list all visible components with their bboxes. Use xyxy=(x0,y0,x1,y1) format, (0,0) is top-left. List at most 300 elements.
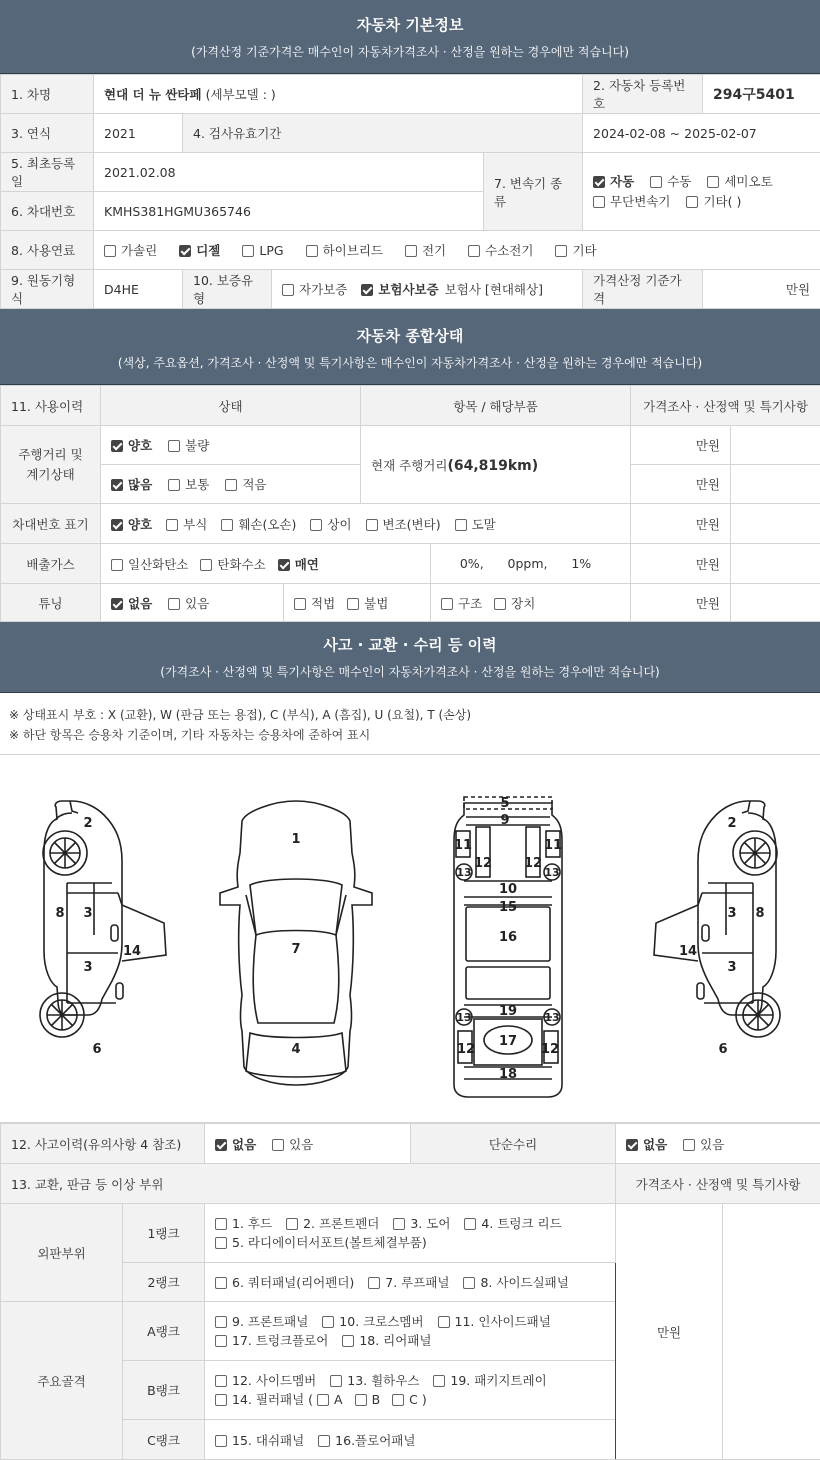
vinmark-different-label: 상이 xyxy=(327,517,351,532)
reg-label: 2. 자동차 등록번호 xyxy=(583,75,703,114)
checkbox-checked-icon xyxy=(626,1139,638,1151)
pillar-c-label: C xyxy=(409,1392,418,1407)
checkbox-icon xyxy=(463,1277,475,1289)
checkbox-icon xyxy=(215,1237,227,1249)
part-trunk-lid[interactable] xyxy=(464,1214,561,1233)
rank-1-parts xyxy=(205,1204,616,1263)
part-door-label: 3. 도어 xyxy=(410,1216,450,1231)
fuel-lpg[interactable] xyxy=(242,243,283,258)
checkbox-icon xyxy=(294,598,306,610)
checkbox-icon xyxy=(322,1316,334,1328)
trans-other[interactable] xyxy=(686,192,741,212)
checkbox-icon xyxy=(433,1375,445,1387)
accident-title: 사고 · 교환 · 수리 등 이력 xyxy=(0,634,820,655)
part-6-left: 6 xyxy=(92,1042,101,1057)
accident-exists-label: 있음 xyxy=(289,1137,313,1152)
part-11-right: 11 xyxy=(544,838,562,853)
vinmark-good-label: 양호 xyxy=(128,517,152,532)
part-15: 15 xyxy=(499,900,517,915)
tuning-structure[interactable] xyxy=(441,594,482,612)
part-roof-panel[interactable] xyxy=(368,1273,449,1291)
part-10: 10 xyxy=(499,882,517,897)
year-value: 2021 xyxy=(94,114,183,153)
rank-b-parts xyxy=(205,1361,616,1420)
mileage-low[interactable] xyxy=(225,475,266,493)
vinmark-corrosion[interactable] xyxy=(166,515,207,533)
fuel-gasoline-label: 가솔린 xyxy=(121,243,157,258)
part-18: 18 xyxy=(499,1067,517,1082)
part-side-member[interactable] xyxy=(215,1371,316,1390)
part-rear-panel[interactable] xyxy=(342,1331,431,1350)
trans-other-label: 기타( ) xyxy=(703,194,741,209)
part-quarter-panel[interactable] xyxy=(215,1273,354,1291)
tuning-legal[interactable] xyxy=(294,594,335,612)
mileage-note-1 xyxy=(731,426,820,465)
checkbox-icon xyxy=(215,1335,227,1347)
fuel-hydrogen-label: 수소전기 xyxy=(485,243,533,258)
checkbox-icon xyxy=(168,598,180,610)
exhaust-co-label: 일산화탄소 xyxy=(128,557,188,572)
part-14-left: 14 xyxy=(123,944,141,959)
fuel-label: 8. 사용연료 xyxy=(1,231,94,270)
part-12-rear-right: 12 xyxy=(541,1042,559,1057)
part-radiator-support-label: 5. 라디에이터서포트(볼트체결부품) xyxy=(232,1235,427,1250)
mileage-price-1: 만원 xyxy=(631,426,731,465)
fuel-lpg-label: LPG xyxy=(259,243,283,258)
exhaust-smoke-label: 매연 xyxy=(295,557,319,572)
part-inside-panel-label: 11. 인사이드패널 xyxy=(455,1314,551,1329)
transmission-label: 7. 변속기 종류 xyxy=(484,153,583,231)
fuel-gasoline[interactable] xyxy=(104,241,157,259)
part-floor-panel-label: 16.플로어패널 xyxy=(335,1433,415,1448)
part-1-top: 1 xyxy=(291,832,300,847)
checkbox-icon xyxy=(310,519,322,531)
checkbox-icon xyxy=(168,440,180,452)
exhaust-note xyxy=(731,544,820,584)
checkbox-icon xyxy=(317,1394,329,1406)
fuel-other[interactable] xyxy=(555,241,596,259)
part-12-front-left: 12 xyxy=(474,856,492,871)
insurer-name: 보험사 [현대해상] xyxy=(445,282,543,297)
rank-2-parts xyxy=(205,1263,616,1302)
part-13-rear-left: 13 xyxy=(456,1011,471,1024)
fuel-hybrid-label: 하이브리드 xyxy=(323,243,383,258)
part-floor-panel[interactable] xyxy=(318,1431,415,1449)
checkbox-icon xyxy=(686,196,698,208)
basic-info-table xyxy=(0,74,820,309)
exhaust-hc[interactable] xyxy=(200,555,265,573)
checkbox-checked-icon xyxy=(361,284,373,296)
checkbox-icon xyxy=(168,479,180,491)
part-pillar-panel-label: 14. 필러패널 ( xyxy=(232,1392,313,1407)
checkbox-checked-icon xyxy=(278,559,290,571)
part-16: 16 xyxy=(499,930,517,945)
simple-repair-label: 단순수리 xyxy=(411,1124,616,1164)
part-3-right-rear: 3 xyxy=(727,960,736,975)
part-inside-panel[interactable] xyxy=(438,1312,551,1331)
trans-semi-label: 세미오토 xyxy=(724,174,772,189)
part-12-rear-left: 12 xyxy=(457,1042,475,1057)
warranty-insurer[interactable] xyxy=(361,280,438,298)
exhaust-hc-label: 탄화수소 xyxy=(217,557,265,572)
tuning-exists[interactable] xyxy=(168,594,209,612)
part-dash-panel[interactable] xyxy=(215,1431,304,1449)
mileage-condition xyxy=(101,426,361,465)
trans-semi[interactable] xyxy=(707,172,772,192)
part-wheel-house-label: 13. 휠하우스 xyxy=(347,1373,419,1388)
part-trunk-floor[interactable] xyxy=(215,1331,328,1350)
vin-mark-label: 차대번호 표기 xyxy=(1,504,101,544)
pillar-b[interactable] xyxy=(355,1390,381,1409)
part-front-panel[interactable] xyxy=(215,1312,308,1331)
vin-label: 6. 차대번호 xyxy=(1,192,94,231)
vin-mark-options xyxy=(101,504,631,544)
parts-price-note xyxy=(723,1204,820,1460)
part-quarter-panel-label: 6. 쿼터패널(리어펜더) xyxy=(232,1275,354,1290)
checkbox-icon xyxy=(215,1375,227,1387)
warranty-insurer-label: 보험사보증 xyxy=(378,282,438,297)
tuning-device[interactable] xyxy=(494,594,535,612)
part-dash-panel-label: 15. 대쉬패널 xyxy=(232,1433,304,1448)
part-radiator-support[interactable] xyxy=(215,1233,427,1252)
fuel-electric-label: 전기 xyxy=(422,243,446,258)
vinmark-price: 만원 xyxy=(631,504,731,544)
tuning-legal-label: 적법 xyxy=(311,596,335,611)
diagram-part-numbers xyxy=(55,796,764,1082)
status-title: 자동차 종합상태 xyxy=(0,325,820,346)
checkbox-icon xyxy=(221,519,233,531)
checkbox-icon xyxy=(215,1394,227,1406)
condition-header: 상태 xyxy=(101,386,361,426)
part-door[interactable] xyxy=(393,1214,450,1233)
outer-panel-label: 외판부위 xyxy=(1,1204,123,1302)
mileage-high[interactable] xyxy=(111,475,152,493)
tuning-price: 만원 xyxy=(631,584,731,622)
exhaust-options xyxy=(101,544,431,584)
repair-none-label: 없음 xyxy=(643,1137,667,1152)
year-label: 3. 연식 xyxy=(1,114,94,153)
part-front-fender-label: 2. 프론트펜더 xyxy=(303,1216,379,1231)
vinmark-altered[interactable] xyxy=(366,515,441,533)
checkbox-icon xyxy=(593,196,605,208)
checkbox-icon xyxy=(242,245,254,257)
tuning-label: 튜닝 xyxy=(1,584,101,622)
checkbox-checked-icon xyxy=(111,479,123,491)
checkbox-checked-icon xyxy=(215,1139,227,1151)
parts-label: 13. 교환, 판금 등 이상 부위 xyxy=(1,1164,616,1204)
part-8-left: 8 xyxy=(55,906,64,921)
checkbox-icon xyxy=(318,1435,330,1447)
rank-a-parts xyxy=(205,1302,616,1361)
rank-2-label: 2랭크 xyxy=(123,1263,205,1302)
part-3-left-rear: 3 xyxy=(83,960,92,975)
trans-cvt[interactable] xyxy=(593,192,670,212)
legend-note-1: ※ 상태표시 부호 : X (교환), W (판금 또는 용접), C (부식), A (흠집), U (요철), T (손상) xyxy=(9,705,810,725)
warranty-self-label: 자가보증 xyxy=(299,282,347,297)
vinmark-damaged-label: 훼손(오손) xyxy=(238,517,296,532)
checkbox-checked-icon xyxy=(111,519,123,531)
part-trunk-lid-label: 4. 트렁크 리드 xyxy=(481,1216,561,1231)
part-trunk-floor-label: 17. 트렁크플로어 xyxy=(232,1333,328,1348)
vinmark-different[interactable] xyxy=(310,515,351,533)
frame-label: 주요골격 xyxy=(1,1302,123,1460)
status-header xyxy=(0,309,820,385)
fuel-electric[interactable] xyxy=(405,241,446,259)
exhaust-label: 배출가스 xyxy=(1,544,101,584)
exhaust-co[interactable] xyxy=(111,555,188,573)
checkbox-icon xyxy=(330,1375,342,1387)
tuning-note xyxy=(731,584,820,622)
history-table xyxy=(0,1123,820,1460)
vinmark-note xyxy=(731,504,820,544)
pillar-a[interactable] xyxy=(317,1390,343,1409)
engine-value: D4HE xyxy=(94,270,183,309)
mileage-reading xyxy=(361,426,631,504)
part-rear-panel-label: 18. 리어패널 xyxy=(359,1333,431,1348)
tuning-device-label: 장치 xyxy=(511,596,535,611)
tuning-none[interactable] xyxy=(111,594,152,612)
mileage-good[interactable] xyxy=(111,436,152,454)
legend-notes xyxy=(0,693,820,755)
part-side-sill-label: 8. 사이드실패널 xyxy=(480,1275,568,1290)
checkbox-icon xyxy=(215,1218,227,1230)
trans-manual[interactable] xyxy=(650,172,691,192)
car-name-label: 1. 차명 xyxy=(1,75,94,114)
vinmark-good[interactable] xyxy=(111,515,152,533)
checkbox-icon xyxy=(455,519,467,531)
part-13-front-right: 13 xyxy=(544,866,559,879)
part-package-tray-label: 19. 패키지트레이 xyxy=(450,1373,546,1388)
vinmark-corrosion-label: 부식 xyxy=(183,517,207,532)
mileage-price-2: 만원 xyxy=(631,465,731,504)
pillar-close-paren: ) xyxy=(422,1392,427,1407)
vinmark-smeared-label: 도말 xyxy=(472,517,496,532)
fuel-other-label: 기타 xyxy=(572,243,596,258)
part-front-panel-label: 9. 프론트패널 xyxy=(232,1314,308,1329)
mileage-normal-label: 보통 xyxy=(185,477,209,492)
checkbox-icon xyxy=(200,559,212,571)
tuning-legal-options xyxy=(284,584,431,622)
parts-price-unit: 만원 xyxy=(616,1204,723,1460)
part-7-top: 7 xyxy=(291,942,300,957)
part-17: 17 xyxy=(499,1034,517,1049)
mileage-amount xyxy=(101,465,361,504)
warranty-self[interactable] xyxy=(282,280,347,298)
part-hood-label: 1. 후드 xyxy=(232,1216,272,1231)
inspection-value: 2024-02-08 ~ 2025-02-07 xyxy=(583,114,820,153)
warranty-label: 10. 보증유형 xyxy=(183,270,272,309)
trans-cvt-label: 무단변속기 xyxy=(610,194,670,209)
part-12-front-right: 12 xyxy=(524,856,542,871)
checkbox-icon xyxy=(368,1277,380,1289)
rank-b-label: B랭크 xyxy=(123,1361,205,1420)
checkbox-icon xyxy=(707,176,719,188)
vinmark-damaged[interactable] xyxy=(221,515,296,533)
transmission-options xyxy=(583,153,820,231)
fuel-hydrogen[interactable] xyxy=(468,241,533,259)
mileage-text: 현재 주행거리 xyxy=(371,458,447,473)
checkbox-icon xyxy=(555,245,567,257)
part-5: 5 xyxy=(500,796,509,811)
part-pillar-panel[interactable] xyxy=(215,1390,313,1409)
pillar-b-label: B xyxy=(372,1392,381,1407)
mileage-good-label: 양호 xyxy=(128,438,152,453)
tuning-options xyxy=(101,584,284,622)
part-cross-member-label: 10. 크로스멤버 xyxy=(339,1314,423,1329)
exhaust-price: 만원 xyxy=(631,544,731,584)
part-11-left: 11 xyxy=(454,838,472,853)
part-2-right: 2 xyxy=(727,816,736,831)
mileage-high-label: 많음 xyxy=(128,477,152,492)
price-basis-label: 가격산정 기준가격 xyxy=(583,270,703,309)
part-side-sill[interactable] xyxy=(463,1273,568,1291)
part-4-top: 4 xyxy=(291,1042,300,1057)
rank-a-label: A랭크 xyxy=(123,1302,205,1361)
checkbox-checked-icon xyxy=(179,245,191,257)
basic-info-title: 자동차 기본정보 xyxy=(0,14,820,35)
first-reg-label: 5. 최초등록일 xyxy=(1,153,94,192)
checkbox-icon xyxy=(393,1218,405,1230)
vinmark-smeared[interactable] xyxy=(455,515,496,533)
warranty-options xyxy=(272,270,583,309)
basic-info-subtitle: (가격산정 기준가격은 매수인이 자동차가격조사 · 산정을 원하는 경우에만 적습니다) xyxy=(0,43,820,60)
checkbox-icon xyxy=(494,598,506,610)
status-subtitle: (색상, 주요옵션, 가격조사 · 산정액 및 특기사항은 매수인이 자동차가격조사 · 산정을 원하는 경우에만 적습니다) xyxy=(0,354,820,371)
accident-none[interactable] xyxy=(215,1135,256,1153)
mileage-low-label: 적음 xyxy=(242,477,266,492)
exhaust-values: 0%, 0ppm, 1% xyxy=(431,544,631,584)
mileage-label: 주행거리 및 계기상태 xyxy=(1,426,101,504)
checkbox-checked-icon xyxy=(111,598,123,610)
rank-1-label: 1랭크 xyxy=(123,1204,205,1263)
inspection-label: 4. 검사유효기간 xyxy=(183,114,583,153)
checkbox-icon xyxy=(347,598,359,610)
checkbox-icon xyxy=(392,1394,404,1406)
checkbox-icon xyxy=(272,1139,284,1151)
checkbox-icon xyxy=(111,559,123,571)
vin-value: KMHS381HGMU365746 xyxy=(94,192,484,231)
pillar-a-label: A xyxy=(334,1392,343,1407)
part-roof-panel-label: 7. 루프패널 xyxy=(385,1275,449,1290)
checkbox-icon xyxy=(650,176,662,188)
tuning-illegal[interactable] xyxy=(347,594,388,612)
checkbox-icon xyxy=(225,479,237,491)
trans-manual-label: 수동 xyxy=(667,174,691,189)
simple-repair-options xyxy=(616,1124,820,1164)
mileage-note-2 xyxy=(731,465,820,504)
part-front-fender[interactable] xyxy=(286,1214,379,1233)
car-diagram-svg xyxy=(0,755,820,1123)
checkbox-icon xyxy=(282,284,294,296)
repair-none[interactable] xyxy=(626,1135,667,1153)
rank-c-parts xyxy=(205,1420,616,1460)
part-wheel-house[interactable] xyxy=(330,1371,419,1390)
accident-header xyxy=(0,622,820,693)
vinmark-altered-label: 변조(변타) xyxy=(383,517,441,532)
first-reg-value: 2021.02.08 xyxy=(94,153,484,192)
exhaust-smoke[interactable] xyxy=(278,555,319,573)
accident-history-label: 12. 사고이력(유의사항 4 참조) xyxy=(1,1124,205,1164)
checkbox-icon xyxy=(441,598,453,610)
checkbox-icon xyxy=(366,519,378,531)
checkbox-icon xyxy=(215,1277,227,1289)
checkbox-icon xyxy=(306,245,318,257)
checkbox-icon xyxy=(286,1218,298,1230)
part-14-right: 14 xyxy=(679,944,697,959)
part-hood[interactable] xyxy=(215,1214,272,1233)
tuning-illegal-label: 불법 xyxy=(364,596,388,611)
repair-exists-label: 있음 xyxy=(700,1137,724,1152)
checkbox-icon xyxy=(683,1139,695,1151)
price-basis-unit: 만원 xyxy=(703,270,820,309)
tuning-none-label: 없음 xyxy=(128,596,152,611)
part-cross-member[interactable] xyxy=(322,1312,423,1331)
checkbox-icon xyxy=(342,1335,354,1347)
mileage-normal[interactable] xyxy=(168,475,209,493)
tuning-structure-label: 구조 xyxy=(458,596,482,611)
part-3-left-front: 3 xyxy=(83,906,92,921)
fuel-options xyxy=(94,231,820,270)
checkbox-icon xyxy=(215,1316,227,1328)
fuel-hybrid[interactable] xyxy=(306,241,383,259)
part-9: 9 xyxy=(500,813,509,828)
accident-history-options xyxy=(205,1124,411,1164)
checkbox-checked-icon xyxy=(111,440,123,452)
mileage-value: (64,819km) xyxy=(447,458,538,474)
car-part-diagram xyxy=(0,755,820,1123)
part-19: 19 xyxy=(499,1004,517,1019)
usage-history-header: 11. 사용이력 xyxy=(1,386,101,426)
item-header: 항목 / 해당부품 xyxy=(361,386,631,426)
accident-exists[interactable] xyxy=(272,1135,313,1153)
part-side-member-label: 12. 사이드멤버 xyxy=(232,1373,316,1388)
part-13-front-left: 13 xyxy=(456,866,471,879)
car-sub-model: (세부모델 : ) xyxy=(206,87,276,102)
checkbox-icon xyxy=(215,1435,227,1447)
trans-auto-label: 자동 xyxy=(610,174,634,189)
part-2-left: 2 xyxy=(83,816,92,831)
checkbox-icon xyxy=(166,519,178,531)
status-table xyxy=(0,385,820,622)
checkbox-icon xyxy=(104,245,116,257)
checkbox-checked-icon xyxy=(593,176,605,188)
part-3-right-front: 3 xyxy=(727,906,736,921)
parts-price-header: 가격조사 · 산정액 및 특기사항 xyxy=(616,1164,820,1204)
part-package-tray[interactable] xyxy=(433,1371,546,1390)
rank-c-label: C랭크 xyxy=(123,1420,205,1460)
tuning-exists-label: 있음 xyxy=(185,596,209,611)
engine-label: 9. 원동기형식 xyxy=(1,270,94,309)
fuel-diesel[interactable] xyxy=(179,241,220,259)
part-6-right: 6 xyxy=(718,1042,727,1057)
checkbox-icon xyxy=(355,1394,367,1406)
reg-number: 294구5401 xyxy=(703,75,820,114)
legend-note-2: ※ 하단 항목은 승용차 기준이며, 기타 자동차는 승용차에 준하여 표시 xyxy=(9,725,810,745)
accident-subtitle: (가격조사 · 산정액 및 특기사항은 매수인이 자동차가격조사 · 산정을 원하는 경우에만 적습니다) xyxy=(0,663,820,680)
fuel-diesel-label: 디젤 xyxy=(196,243,220,258)
checkbox-icon xyxy=(438,1316,450,1328)
checkbox-icon xyxy=(405,245,417,257)
mileage-bad[interactable] xyxy=(168,436,209,454)
car-name: 현대 더 뉴 싼타페 xyxy=(104,87,202,102)
basic-info-header xyxy=(0,0,820,74)
checkbox-icon xyxy=(464,1218,476,1230)
pillar-c[interactable] xyxy=(392,1390,418,1409)
trans-auto[interactable] xyxy=(593,172,634,192)
tuning-type-options xyxy=(431,584,631,622)
repair-exists[interactable] xyxy=(683,1135,724,1153)
car-name-cell xyxy=(94,75,583,114)
